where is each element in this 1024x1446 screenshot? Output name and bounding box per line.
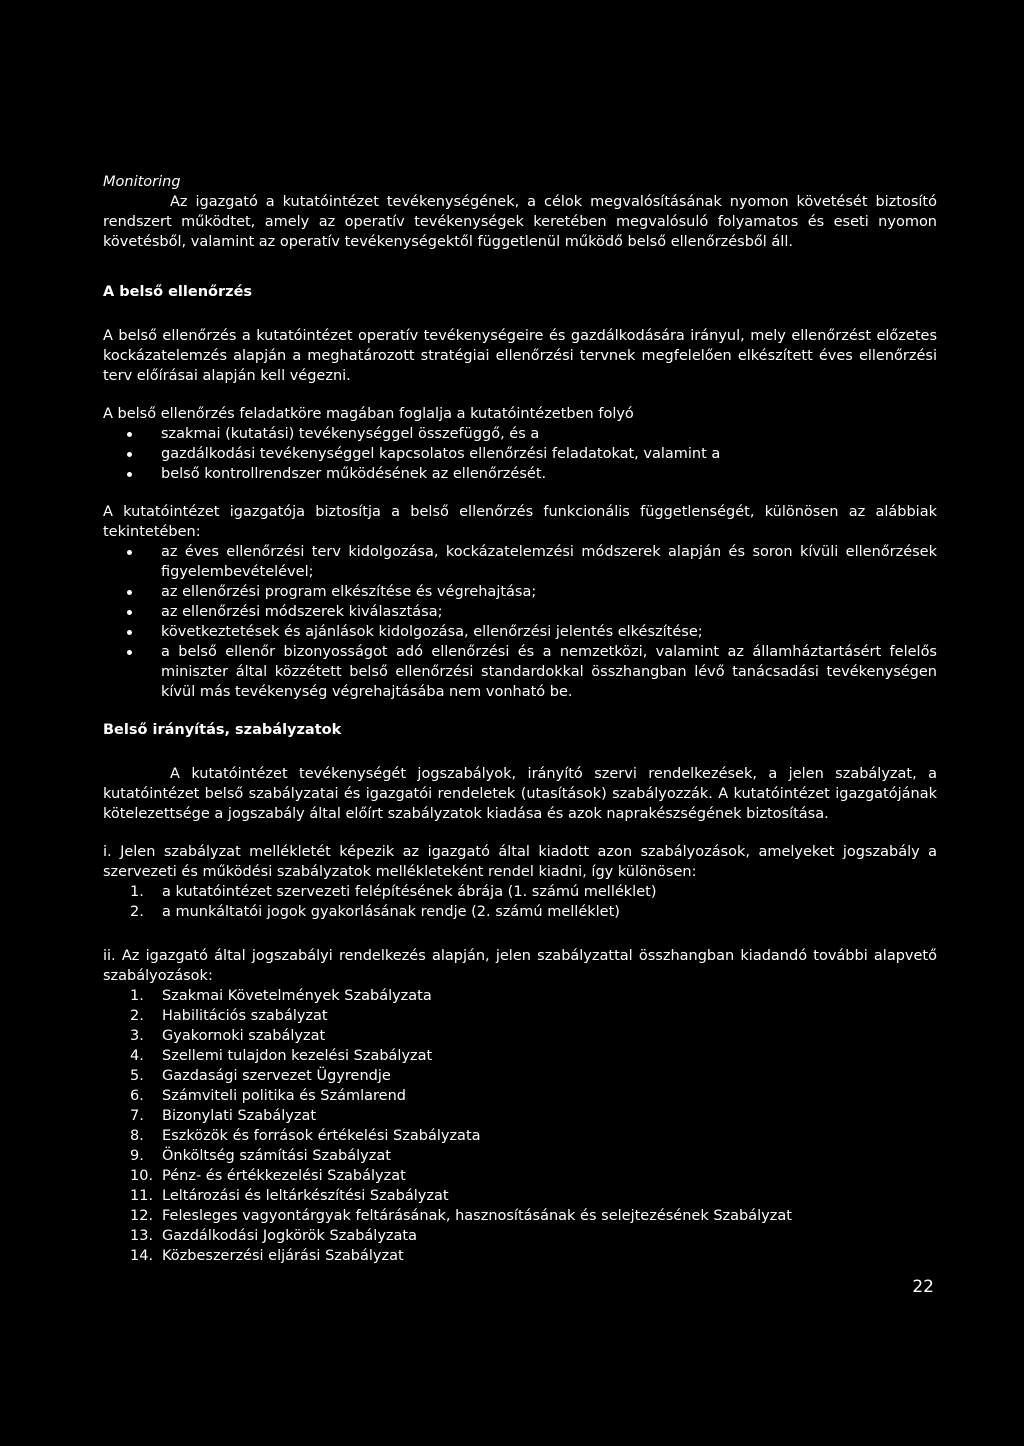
list-number: 11. — [130, 1188, 154, 1204]
monitoring-heading: Monitoring — [103, 174, 181, 190]
rules-intro: ii. Az igazgató által jogszabályi rendelkezés alapján, jelen szabályzattal összhangban kiadandó további alapvető szabályozások: — [103, 948, 937, 984]
list-text: Önköltség számítási Szabályzat — [162, 1148, 391, 1164]
list-number: 5. — [130, 1068, 144, 1084]
annex-list — [103, 882, 937, 922]
list-item — [103, 986, 937, 1006]
list-item — [103, 1046, 937, 1066]
list-text: Bizonylati Szabályzat — [162, 1108, 317, 1124]
list-number: 6. — [130, 1088, 144, 1104]
list-text: Gazdálkodási Jogkörök Szabályzata — [162, 1228, 417, 1244]
list-item — [103, 1006, 937, 1026]
list-number: 14. — [130, 1248, 154, 1264]
audit-scope-list — [103, 424, 937, 484]
list-text: Szellemi tulajdon kezelési Szabályzat — [162, 1048, 433, 1064]
list-item — [103, 1226, 937, 1246]
list-item: gazdálkodási tevékenységgel kapcsolatos ellenőrzési feladatokat, valamint a — [103, 444, 937, 464]
list-number: 8. — [130, 1128, 144, 1144]
list-item — [103, 1186, 937, 1206]
rules-list — [103, 986, 937, 1266]
governance-intro: A kutatóintézet tevékenységét jogszabályok, irányító szervi rendelkezések, a jelen szabályzat, a kutatóintézet belső szabályzatai és igazgatói rendeletek (utasítások) szabályozzák. A kutatóintézet igazgatójának kötelezettsége a jogszabály által előírt szabályzatok kiadása és azok naprakészségének biztosítása. — [103, 766, 937, 822]
internal-audit-heading: A belső ellenőrzés — [103, 284, 253, 300]
list-item: belső kontrollrendszer működésének az ellenőrzését. — [103, 464, 937, 484]
monitoring-paragraph: Az igazgató a kutatóintézet tevékenységének, a célok megvalósításának nyomon követését biztosító rendszert működtet, amely az operatív tevékenységek keretében megvalósuló folyamatos és eseti nyomon követésből, valamint az operatív tevékenységektől függetlenül működő belső ellenőrzésből áll. — [103, 194, 937, 250]
list-item — [103, 1026, 937, 1046]
list-item — [103, 882, 937, 902]
list-number: 13. — [130, 1228, 154, 1244]
audit-scope-intro: A belső ellenőrzés feladatköre magában foglalja a kutatóintézetben folyó — [103, 406, 634, 422]
list-number: 7. — [130, 1108, 144, 1124]
list-number: 2. — [130, 904, 144, 920]
list-text: a munkáltatói jogok gyakorlásának rendje (2. számú melléklet) — [162, 904, 620, 920]
list-item — [103, 1066, 937, 1086]
list-item: az éves ellenőrzési terv kidolgozása, kockázatelemzési módszerek alapján és soron kívüli ellenőrzések figyelembevételével; — [103, 542, 937, 582]
list-text: Habilitációs szabályzat — [162, 1008, 328, 1024]
list-item — [103, 1086, 937, 1106]
list-item — [103, 1206, 937, 1226]
list-number: 1. — [130, 884, 144, 900]
governance-heading: Belső irányítás, szabályzatok — [103, 722, 342, 738]
list-text: Felesleges vagyontárgyak feltárásának, hasznosításának és selejtezésének Szabályzat — [162, 1208, 792, 1224]
list-text: Számviteli politika és Számlarend — [162, 1088, 406, 1104]
list-item — [103, 902, 937, 922]
list-text: Gyakornoki szabályzat — [162, 1028, 326, 1044]
list-item — [103, 1146, 937, 1166]
list-number: 3. — [130, 1028, 144, 1044]
list-text: Gazdasági szervezet Ügyrendje — [162, 1068, 391, 1084]
list-number: 12. — [130, 1208, 154, 1224]
list-item — [103, 1106, 937, 1126]
list-item: a belső ellenőr bizonyosságot adó ellenőrzési és a nemzetközi, valamint az államháztartásért felelős miniszter által közzétett belső ellenőrzési standardokkal összhangban lévő tanácsadási tevékenységen kívül más tevékenység végrehajtásába nem vonható be. — [103, 642, 937, 702]
list-item — [103, 1166, 937, 1186]
audit-independence-list — [103, 542, 937, 702]
list-text: Eszközök és források értékelési Szabályzata — [162, 1128, 481, 1144]
list-item: szakmai (kutatási) tevékenységgel összefüggő, és a — [103, 424, 937, 444]
list-item: következtetések és ajánlások kidolgozása, ellenőrzési jelentés elkészítése; — [103, 622, 937, 642]
list-number: 9. — [130, 1148, 144, 1164]
annex-intro: i. Jelen szabályzat mellékletét képezik az igazgató által kiadott azon szabályozások, amelyeket jogszabály a szervezeti és működési szabályzatok mellékleteként rendel kiadni, így különösen: — [103, 844, 937, 880]
audit-independence-intro: A kutatóintézet igazgatója biztosítja a belső ellenőrzés funkcionális függetlenségét, különösen az alábbiak tekintetében: — [103, 504, 937, 540]
list-number: 4. — [130, 1048, 144, 1064]
list-number: 10. — [130, 1168, 154, 1184]
list-text: Közbeszerzési eljárási Szabályzat — [162, 1248, 404, 1264]
list-text: Pénz- és értékkezelési Szabályzat — [162, 1168, 406, 1184]
page-number: 22 — [912, 1277, 934, 1297]
list-item — [103, 1126, 937, 1146]
document-page — [103, 172, 937, 1266]
list-number: 2. — [130, 1008, 144, 1024]
list-text: Szakmai Követelmények Szabályzata — [162, 988, 432, 1004]
list-item: az ellenőrzési program elkészítése és végrehajtása; — [103, 582, 937, 602]
list-number: 1. — [130, 988, 144, 1004]
list-text: a kutatóintézet szervezeti felépítésének ábrája (1. számú melléklet) — [162, 884, 657, 900]
internal-audit-intro: A belső ellenőrzés a kutatóintézet operatív tevékenységeire és gazdálkodására irányul, mely ellenőrzést előzetes kockázatelemzés alapján a meghatározott stratégiai ellenőrzési tervnek megfelelően elkészített éves ellenőrzési terv előírásai alapján kell végezni. — [103, 328, 937, 384]
list-text: Leltározási és leltárkészítési Szabályzat — [162, 1188, 449, 1204]
list-item: az ellenőrzési módszerek kiválasztása; — [103, 602, 937, 622]
list-item — [103, 1246, 937, 1266]
